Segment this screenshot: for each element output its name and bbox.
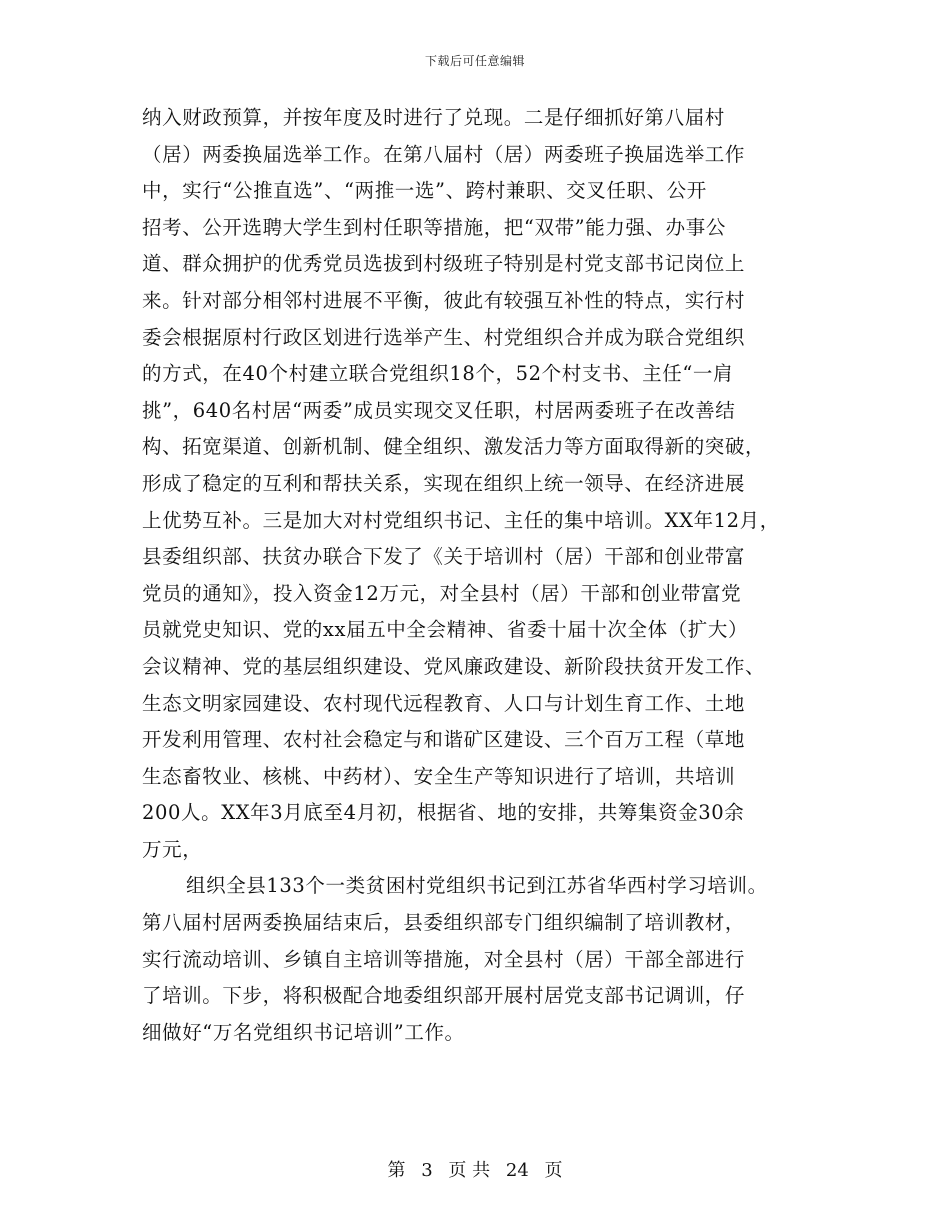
- page-footer: [0, 1156, 950, 1182]
- text-line: 了培训。下步，将积极配合地委组织部开展村居党支部书记调训，仔: [142, 984, 746, 1008]
- text-line: 细做好“万名党组织书记培训”工作。: [142, 1020, 465, 1044]
- document-body: [142, 100, 832, 1051]
- page-header: 下载后可任意编辑: [424, 54, 525, 68]
- text-line: （居）两委换届选举工作。在第八届村（居）两委班子换届选举工作: [142, 142, 746, 166]
- text-line: 开发利用管理、农村社会稳定与和谐矿区建设、三个百万工程（草地: [142, 728, 746, 752]
- text-line: 的方式，在40个村建立联合党组织18个，52个村支书、主任“一肩: [142, 362, 734, 386]
- text-line: 上优势互补。三是加大对村党组织书记、主任的集中培训。XX年12月，: [142, 508, 780, 532]
- text-line: 万元，: [142, 837, 203, 861]
- text-line: 实行流动培训、乡镇自主培训等措施，对全县村（居）干部全部进行: [142, 947, 746, 971]
- text-line: 生态畜牧业、核桃、中药材）、安全生产等知识进行了培训，共培训: [142, 764, 736, 788]
- text-line: 中，实行“公推直选”、“两推一选”、跨村兼职、交叉任职、公开: [142, 179, 707, 203]
- text-line: 构、拓宽渠道、创新机制、健全组织、激发活力等方面取得新的突破，: [142, 435, 766, 459]
- total-page-count: 24: [505, 1160, 529, 1181]
- current-page-number: 3: [421, 1160, 433, 1181]
- text-line: 来。针对部分相邻村进展不平衡，彼此有较强互补性的特点，实行村: [142, 288, 746, 312]
- text-line: 纳入财政预算，并按年度及时进行了兑现。二是仔细抓好第八届村: [142, 106, 725, 129]
- text-line: 委会根据原村行政区划进行选举产生、村党组织合并成为联合党组织: [142, 325, 746, 349]
- footer-prefix: 第: [387, 1160, 406, 1181]
- text-line: 会议精神、党的基层组织建设、党风廉政建设、新阶段扶贫开发工作、: [142, 654, 766, 678]
- text-line: 挑”，640名村居“两委”成员实现交叉任职，村居两委班子在改善结: [142, 398, 736, 422]
- text-line: 员就党史知识、党的xx届五中全会精神、省委十届十次全体（扩大）: [142, 618, 749, 642]
- text-line: 200人。XX年3月底至4月初，根据省、地的安排，共筹集资金30余: [142, 801, 745, 825]
- paragraph-start-line: 组织全县133个一类贫困村党组织书记到江苏省华西村学习培训。: [186, 874, 768, 898]
- text-line: 招考、公开选聘大学生到村任职等措施，把“双带”能力强、办事公: [142, 215, 726, 239]
- text-line: 县委组织部、扶贫办联合下发了《关于培训村（居）干部和创业带富: [142, 545, 746, 569]
- footer-middle: 页 共: [448, 1160, 491, 1181]
- text-line: 党员的通知》，投入资金12万元，对全县村（居）干部和创业带富党: [142, 581, 742, 605]
- footer-suffix: 页: [544, 1160, 563, 1181]
- text-line: 生态文明家园建设、农村现代远程教育、人口与计划生育工作、土地: [142, 691, 746, 715]
- text-line: 道、群众拥护的优秀党员选拔到村级班子特别是村党支部书记岗位上: [142, 252, 746, 276]
- text-line: 形成了稳定的互利和帮扶关系，实现在组织上统一领导、在经济进展: [142, 471, 746, 495]
- text-line: 第八届村居两委换届结束后，县委组织部专门组织编制了培训教材，: [142, 911, 746, 935]
